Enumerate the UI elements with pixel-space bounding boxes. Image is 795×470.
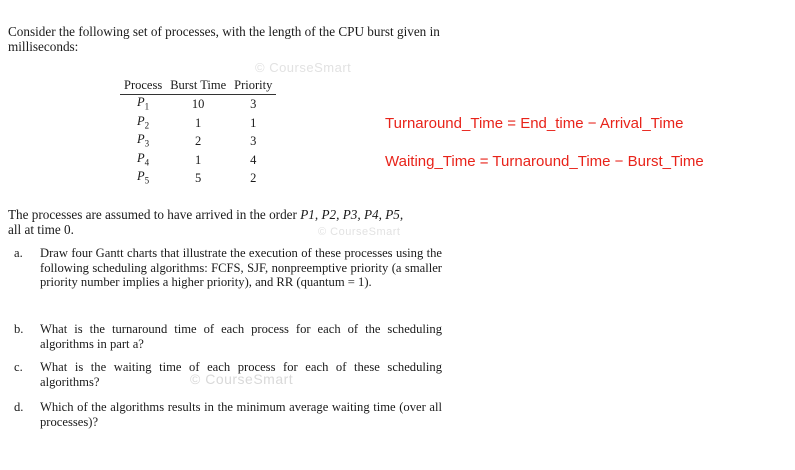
- watermark: © CourseSmart: [318, 226, 401, 238]
- arrival-paragraph: [8, 207, 448, 237]
- arrival-text-part1: The processes are assumed to have arrived in the order: [8, 207, 301, 222]
- priority: 3: [250, 134, 257, 149]
- table-header-row: [120, 78, 276, 95]
- burst-time: 1: [195, 152, 202, 167]
- burst-time: 2: [195, 134, 202, 149]
- table-row: [120, 151, 276, 170]
- process-name: $P_1$: [137, 95, 150, 112]
- question-text: Which of the algorithms results in the minimum average waiting time (over all processes)?: [40, 400, 442, 429]
- waiting-formula: Waiting_Time = Turnaround_Time − Burst_Time: [385, 153, 704, 170]
- watermark: © CourseSmart: [255, 60, 352, 75]
- column-header-process: Process: [120, 78, 166, 95]
- question-letter: a.: [14, 246, 23, 260]
- priority: 4: [250, 152, 257, 167]
- process-name: $P_5$: [137, 169, 150, 186]
- burst-time: 5: [195, 171, 202, 186]
- question-text: What is the turnaround time of each process for each of the scheduling algorithms in part a?: [40, 322, 442, 351]
- priority: 1: [250, 115, 257, 130]
- question-b: [14, 322, 442, 351]
- table-row: [120, 114, 276, 133]
- process-name: $P_3$: [137, 132, 150, 149]
- arrival-order: P1, P2, P3, P4, P5,: [300, 207, 404, 222]
- question-letter: c.: [14, 360, 23, 374]
- table-row: [120, 169, 276, 188]
- process-name: $P_2$: [137, 113, 150, 130]
- column-header-burst-time: Burst Time: [166, 78, 230, 95]
- process-table: [120, 78, 276, 188]
- question-letter: d.: [14, 400, 24, 414]
- question-c: [14, 360, 442, 389]
- intro-paragraph: Consider the following set of processes, with the length of the CPU burst given in milliseconds:: [8, 24, 440, 54]
- table-row: [120, 95, 276, 114]
- process-name: $P_4$: [137, 150, 150, 167]
- watermark: © CourseSmart: [190, 371, 294, 387]
- priority: 3: [250, 97, 257, 112]
- question-text: What is the waiting time of each process for each of these scheduling algorithms?: [40, 360, 442, 389]
- question-a: [14, 246, 442, 290]
- question-letter: b.: [14, 322, 24, 336]
- burst-time: 10: [191, 97, 205, 112]
- table-row: [120, 132, 276, 151]
- arrival-text-part2: all at time 0.: [8, 222, 74, 237]
- priority: 2: [250, 171, 257, 186]
- question-d: [14, 400, 442, 429]
- column-header-priority: Priority: [230, 78, 276, 95]
- burst-time: 1: [195, 115, 202, 130]
- question-text: Draw four Gantt charts that illustrate the execution of these processes using the following scheduling algorithms: FCFS, SJF, nonpreemptive priority (a smaller priority number implies a higher priority), and RR (quantum = 1).: [40, 246, 442, 289]
- turnaround-formula: Turnaround_Time = End_time − Arrival_Time: [385, 115, 684, 132]
